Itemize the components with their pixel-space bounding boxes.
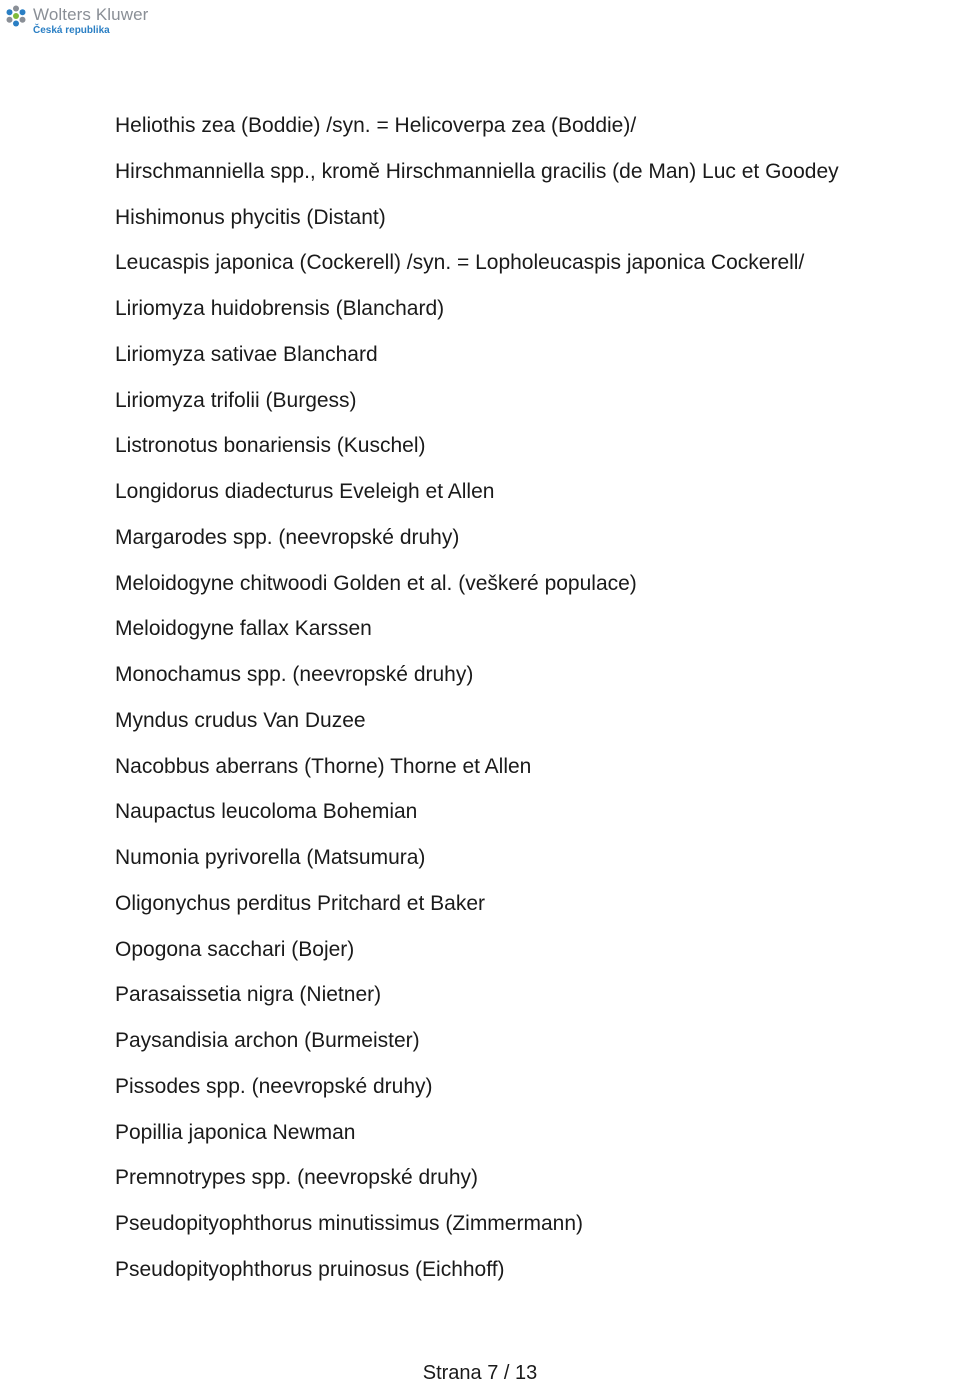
logo-brand-name: Wolters Kluwer — [33, 5, 149, 24]
wolters-kluwer-logo-icon — [4, 4, 28, 28]
list-item: Meloidogyne chitwoodi Golden et al. (veškeré populace) — [115, 571, 637, 595]
list-item: Naupactus leucoloma Bohemian — [115, 800, 418, 824]
logo-text — [33, 4, 148, 36]
list-item: Myndus crudus Van Duzee — [115, 708, 366, 732]
list-item: Heliothis zea (Boddie) /syn. = Helicoverpa zea (Boddie)/ — [115, 114, 637, 137]
list-item: Oligonychus perditus Pritchard et Baker — [115, 891, 486, 915]
list-item: Numonia pyrivorella (Matsumura) — [115, 846, 426, 869]
list-item: Leucaspis japonica (Cockerell) /syn. = Lopholeucaspis japonica Cockerell/ — [115, 251, 805, 275]
list-item: Pseudopityophthorus minutissimus (Zimmermann) — [115, 1212, 583, 1235]
list-item: Liriomyza huidobrensis (Blanchard) — [115, 297, 445, 320]
list-item: Listronotus bonariensis (Kuschel) — [115, 434, 426, 458]
list-item: Liriomyza trifolii (Burgess) — [115, 388, 357, 412]
page-number: Strana 7 / 13 — [422, 1362, 538, 1384]
list-item: Longidorus diadecturus Eveleigh et Allen — [115, 480, 495, 503]
list-item: Liriomyza sativae Blanchard — [115, 342, 378, 366]
list-item: Hishimonus phycitis (Distant) — [115, 205, 386, 229]
list-item: Pseudopityophthorus pruinosus (Eichhoff) — [115, 1257, 505, 1281]
list-item: Monochamus spp. (neevropské druhy) — [115, 663, 474, 686]
list-item: Paysandisia archon (Burmeister) — [115, 1029, 420, 1052]
list-item: Meloidogyne fallax Karssen — [115, 617, 372, 641]
logo-region: Česká republika — [33, 25, 110, 36]
list-item: Opogona sacchari (Bojer) — [115, 937, 355, 961]
list-item: Hirschmanniella spp., kromě Hirschmanniella gracilis (de Man) Luc et Goodey — [115, 159, 839, 183]
list-item: Popillia japonica Newman — [115, 1120, 356, 1144]
list-item: Nacobbus aberrans (Thorne) Thorne et Allen — [115, 754, 532, 778]
species-list — [115, 110, 839, 1300]
list-item: Margarodes spp. (neevropské druhy) — [115, 525, 460, 549]
header-logo — [4, 4, 148, 36]
list-item: Pissodes spp. (neevropské druhy) — [115, 1074, 433, 1098]
list-item: Parasaissetia nigra (Nietner) — [115, 983, 382, 1007]
list-item: Premnotrypes spp. (neevropské druhy) — [115, 1166, 478, 1190]
